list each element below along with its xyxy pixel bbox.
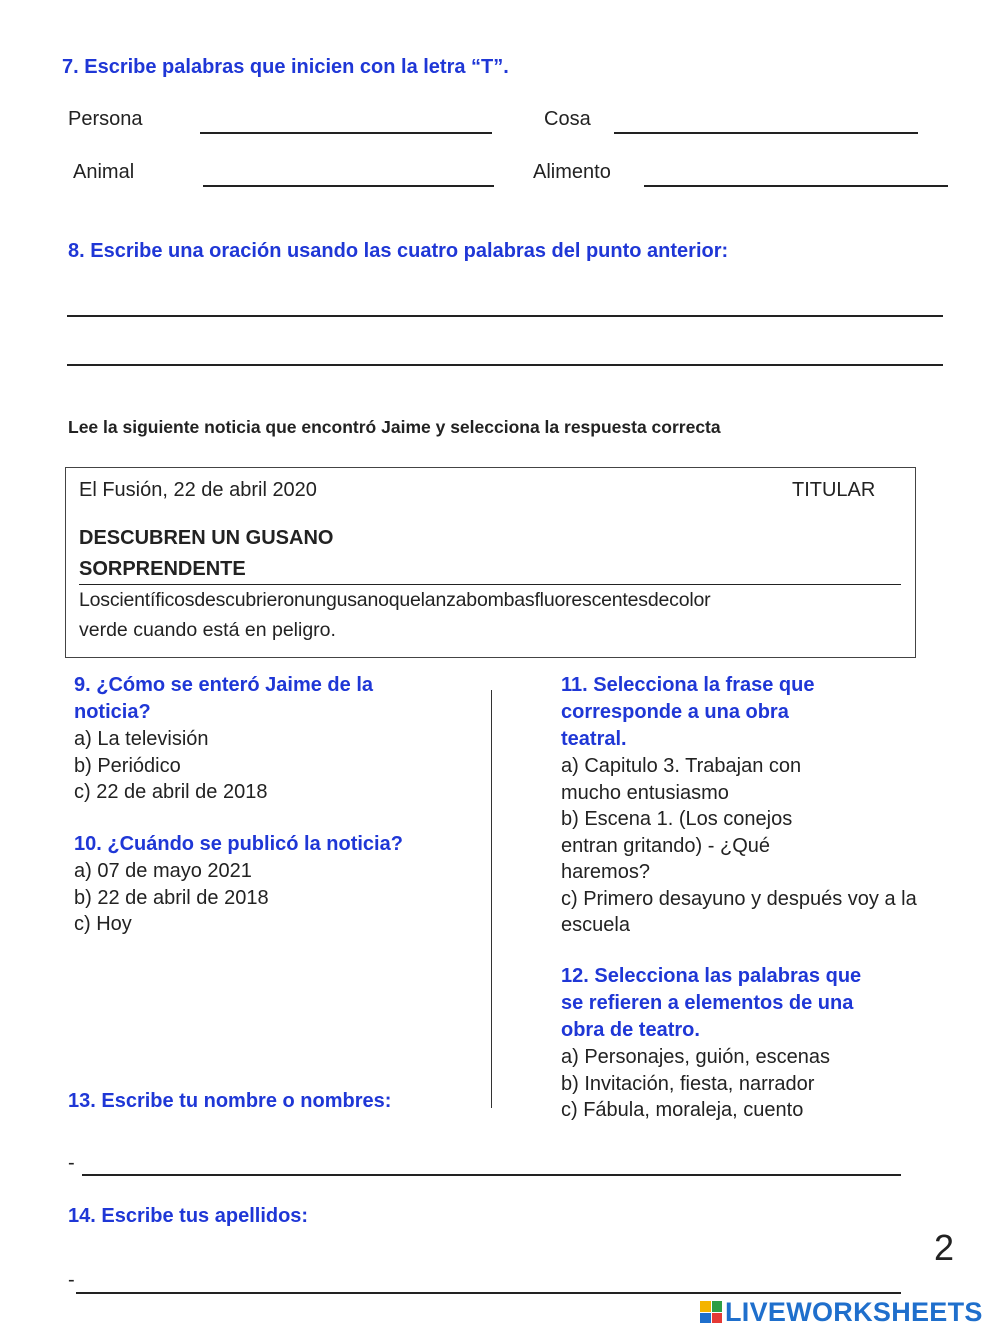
logo-mark-icon — [700, 1301, 722, 1323]
label-alimento: Alimento — [533, 161, 611, 183]
news-body-1: Loscientíficosdescubrieronungusanoquelanzabombasfluorescentesdecolor — [79, 589, 711, 611]
q14-title: 14. Escribe tus apellidos: — [68, 1205, 309, 1227]
q12-option-c[interactable]: c) Fábula, moraleja, cuento — [561, 1099, 804, 1121]
logo-text: LIVEWORKSHEETS — [725, 1296, 983, 1327]
news-tag: TITULAR — [792, 479, 876, 501]
q10-block — [74, 831, 484, 938]
q9-option-c[interactable]: c) 22 de abril de 2018 — [74, 781, 268, 803]
news-box — [65, 467, 916, 658]
news-dateline: El Fusión, 22 de abril 2020 — [79, 479, 317, 501]
news-headline-1: DESCUBREN UN GUSANO — [79, 527, 334, 549]
q9-title-2: noticia? — [74, 701, 151, 723]
alimento-input[interactable] — [644, 161, 948, 187]
q8-title: 8. Escribe una oración usando las cuatro palabras del punto anterior: — [68, 240, 729, 262]
q11-option-a-line-1[interactable]: a) Capitulo 3. Trabajan con — [561, 755, 802, 777]
animal-input[interactable] — [203, 161, 494, 187]
q9-block — [74, 672, 484, 806]
q9-title-1: 9. ¿Cómo se enteró Jaime de la — [74, 674, 373, 696]
q7-title: 7. Escribe palabras que inicien con la letra “T”. — [62, 56, 509, 78]
q11-option-b-line-1[interactable]: b) Escena 1. (Los conejos — [561, 808, 793, 830]
q11-title-3: teatral. — [561, 728, 627, 750]
label-cosa: Cosa — [544, 108, 591, 130]
q12-block — [561, 963, 991, 1124]
q11-option-c-line-1[interactable]: c) Primero desayuno y después voy a la — [561, 887, 917, 910]
instruction-text: Lee la siguiente noticia que encontró Jaime y selecciona la respuesta correcta — [68, 417, 721, 437]
q11-title-2: corresponde a una obra — [561, 701, 789, 723]
q13-dash: - — [68, 1152, 75, 1174]
q14-dash: - — [68, 1269, 75, 1291]
q9-option-b[interactable]: b) Periódico — [74, 754, 181, 777]
sentence-input-1[interactable] — [67, 291, 943, 317]
q11-block — [561, 672, 991, 939]
q10-option-a[interactable]: a) 07 de mayo 2021 — [74, 860, 252, 882]
news-body-2: verde cuando está en peligro. — [79, 619, 336, 641]
q10-option-c[interactable]: c) Hoy — [74, 913, 132, 935]
q12-title-2: se refieren a elementos de una — [561, 992, 854, 1014]
label-persona: Persona — [68, 108, 143, 130]
q11-option-c-line-2[interactable]: escuela — [561, 914, 630, 936]
q13-title: 13. Escribe tu nombre o nombres: — [68, 1090, 392, 1112]
sentence-input-2[interactable] — [67, 340, 943, 366]
q11-option-b-line-2[interactable]: entran gritando) - ¿Qué — [561, 834, 770, 857]
label-animal: Animal — [73, 161, 135, 183]
name-input[interactable] — [82, 1150, 901, 1176]
q9-option-a[interactable]: a) La televisión — [74, 728, 209, 750]
q12-option-a[interactable]: a) Personajes, guión, escenas — [561, 1046, 831, 1068]
persona-input[interactable] — [200, 108, 492, 134]
q10-title: 10. ¿Cuándo se publicó la noticia? — [74, 833, 403, 855]
q12-title-3: obra de teatro. — [561, 1019, 700, 1041]
q12-title-1: 12. Selecciona las palabras que — [561, 965, 862, 987]
q11-option-b-line-3[interactable]: haremos? — [561, 861, 650, 883]
q11-option-a-line-2[interactable]: mucho entusiasmo — [561, 781, 729, 804]
news-divider — [79, 584, 901, 585]
liveworksheets-logo[interactable] — [700, 1296, 983, 1328]
q10-option-b[interactable]: b) 22 de abril de 2018 — [74, 886, 269, 909]
column-divider — [491, 690, 492, 1108]
page-number: 2 — [934, 1227, 955, 1268]
news-headline-2: SORPRENDENTE — [79, 558, 246, 580]
q11-title-1: 11. Selecciona la frase que — [561, 674, 815, 696]
surname-input[interactable] — [76, 1268, 901, 1294]
cosa-input[interactable] — [614, 108, 918, 134]
q12-option-b[interactable]: b) Invitación, fiesta, narrador — [561, 1072, 815, 1095]
